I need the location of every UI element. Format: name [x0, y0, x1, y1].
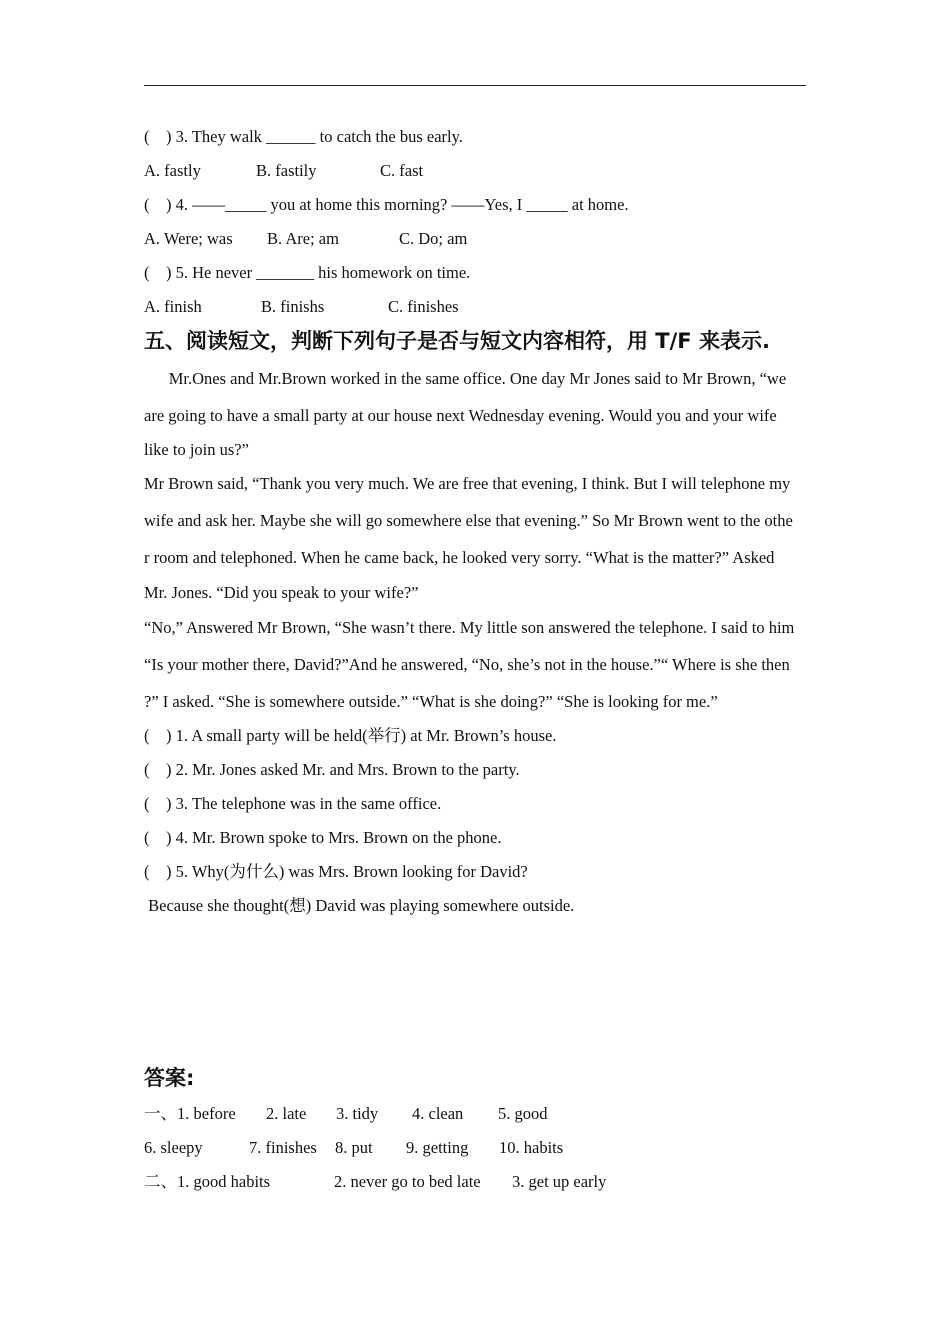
answer-item: 一、1. before [144, 1104, 236, 1123]
question-3-option-a: A. fastly [144, 161, 201, 180]
question-5-option-c: C. finishes [388, 297, 459, 316]
passage-line: Mr Brown said, “Thank you very much. We are free that evening, I think. But I will telephone my [144, 474, 791, 493]
question-4-stem: ( ) 4. ——_____ you at home this morning? ——Yes, I _____ at home. [144, 195, 629, 214]
answer-item: 3. get up early [512, 1172, 607, 1191]
passage-line: “No,” Answered Mr Brown, “She wasn’t there. My little son answered the telephone. I said to him [144, 618, 795, 637]
answers-title: 答案: [144, 1066, 195, 1090]
statement-2: ( ) 2. Mr. Jones asked Mr. and Mrs. Brown to the party. [144, 760, 520, 779]
answer-item: 2. late [266, 1104, 307, 1123]
question-3-stem: ( ) 3. They walk ______ to catch the bus early. [144, 127, 463, 146]
answer-item: 3. tidy [336, 1104, 379, 1123]
question-3-option-c: C. fast [380, 161, 424, 180]
answer-item: 5. good [498, 1104, 548, 1123]
question-5-option-a: A. finish [144, 297, 202, 316]
answer-item: 9. getting [406, 1138, 469, 1157]
passage-line: ?” I asked. “She is somewhere outside.” “What is she doing?” “She is looking for me.” [144, 692, 718, 711]
section-5-title: 五、阅读短文，判断下列句子是否与短文内容相符，用 T/F 来表示. [144, 329, 770, 353]
question-4-option-a: A. Were; was [144, 229, 233, 248]
answer-item: 10. habits [499, 1138, 564, 1157]
passage-line: Mr. Jones. “Did you speak to your wife?” [144, 583, 419, 602]
answer-item: 6. sleepy [144, 1138, 203, 1157]
header-rule [144, 85, 806, 86]
passage-line: are going to have a small party at our house next Wednesday evening. Would you and your wife [144, 406, 777, 425]
question-3-option-b: B. fastily [256, 161, 317, 180]
passage-line: wife and ask her. Maybe she will go somewhere else that evening.” So Mr Brown went to the othe [144, 511, 793, 530]
question-4-option-c: C. Do; am [399, 229, 468, 248]
passage-line: like to join us?” [144, 440, 249, 459]
passage-line: “Is your mother there, David?”And he answered, “No, she’s not in the house.”“ Where is she then [144, 655, 790, 674]
question-5-stem: ( ) 5. He never _______ his homework on time. [144, 263, 471, 282]
passage-line: r room and telephoned. When he came back, he looked very sorry. “What is the matter?” Asked [144, 548, 775, 567]
statement-3: ( ) 3. The telephone was in the same office. [144, 794, 442, 813]
answer-item: 2. never go to bed late [334, 1172, 481, 1191]
statement-5-answer-line: Because she thought(想) David was playing somewhere outside. [144, 896, 575, 915]
statement-1: ( ) 1. A small party will be held(举行) at Mr. Brown’s house. [144, 726, 557, 745]
question-5-option-b: B. finishs [261, 297, 325, 316]
answer-item: 7. finishes [249, 1138, 317, 1157]
question-4-option-b: B. Are; am [267, 229, 339, 248]
answer-item: 4. clean [412, 1104, 464, 1123]
answer-item: 8. put [335, 1138, 373, 1157]
statement-4: ( ) 4. Mr. Brown spoke to Mrs. Brown on the phone. [144, 828, 502, 847]
passage-line: Mr.Ones and Mr.Brown worked in the same office. One day Mr Jones said to Mr Brown, “we [144, 369, 787, 388]
statement-5: ( ) 5. Why(为什么) was Mrs. Brown looking for David? [144, 862, 528, 881]
answer-item: 二、1. good habits [144, 1172, 271, 1191]
